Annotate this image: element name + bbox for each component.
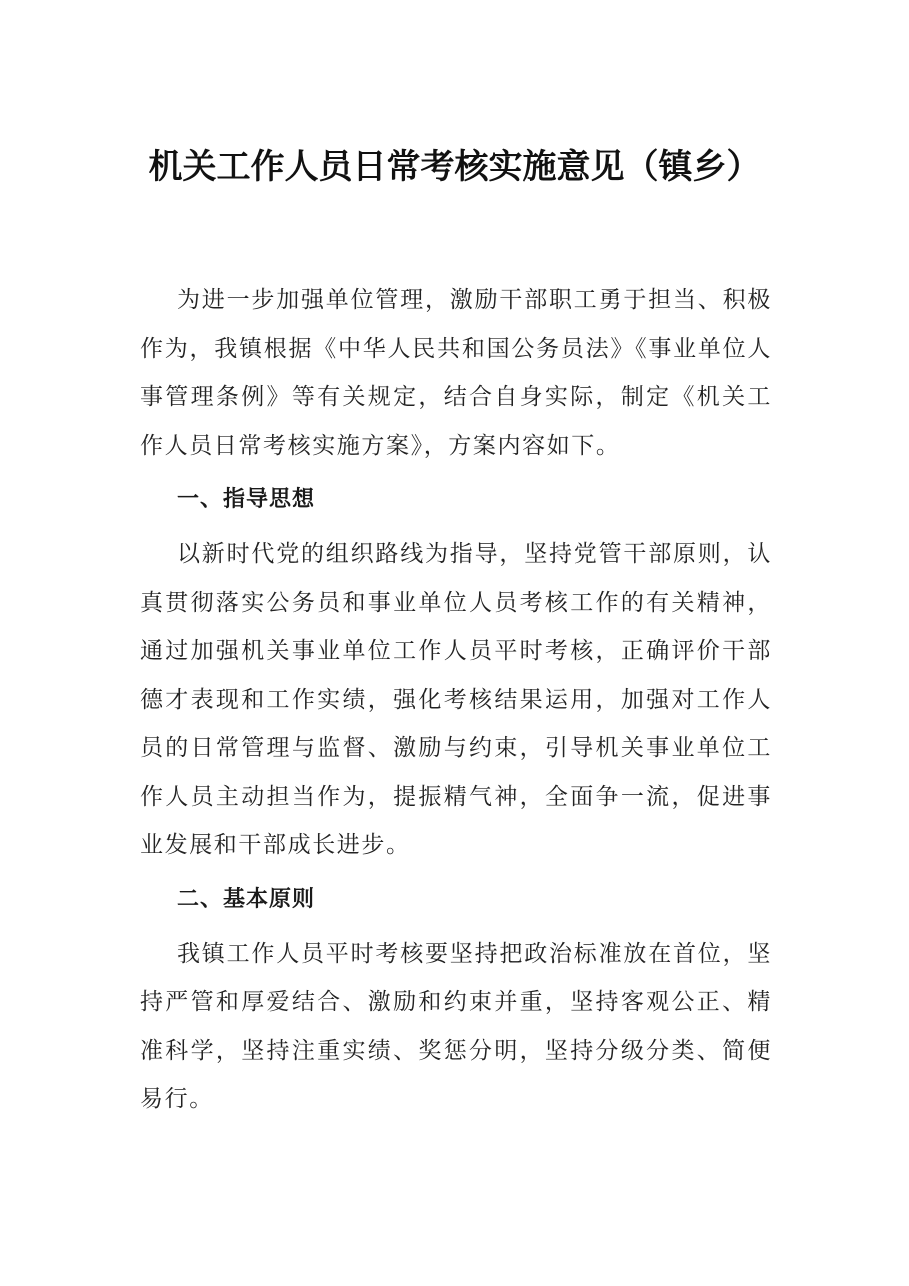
document-title: 机关工作人员日常考核实施意见（镇乡） [148,147,761,187]
document-body [140,276,772,1124]
section-paragraph-guiding-ideology: 以新时代党的组织路线为指导，坚持党管干部原则，认真贯彻落实公务员和事业单位人员考核工作的有关精神，通过加强机关事业单位工作人员平时考核，正确评价干部德才表现和工作实绩，强化考核结果运用，加强对工作人员的日常管理与监督、激励与约束，引导机关事业单位工作人员主动担当作为，提振精气神，全面争一流，促进事业发展和干部成长进步。 [140,541,772,858]
section-heading-basic-principles: 二、基本原则 [177,886,316,912]
section-heading-guiding-ideology: 一、指导思想 [177,487,316,512]
intro-paragraph: 为进一步加强单位管理，激励干部职工勇于担当、积极作为，我镇根据《中华人民共和国公务员法》《事业单位人事管理条例》等有关规定，结合自身实际，制定《机关工作人员日常考核实施方案》，方案内容如下。 [140,287,772,459]
section-paragraph-basic-principles: 我镇工作人员平时考核要坚持把政治标准放在首位，坚持严管和厚爱结合、激励和约束并重，坚持客观公正、精准科学，坚持注重实绩、奖惩分明，坚持分级分类、简便易行。 [140,940,772,1112]
